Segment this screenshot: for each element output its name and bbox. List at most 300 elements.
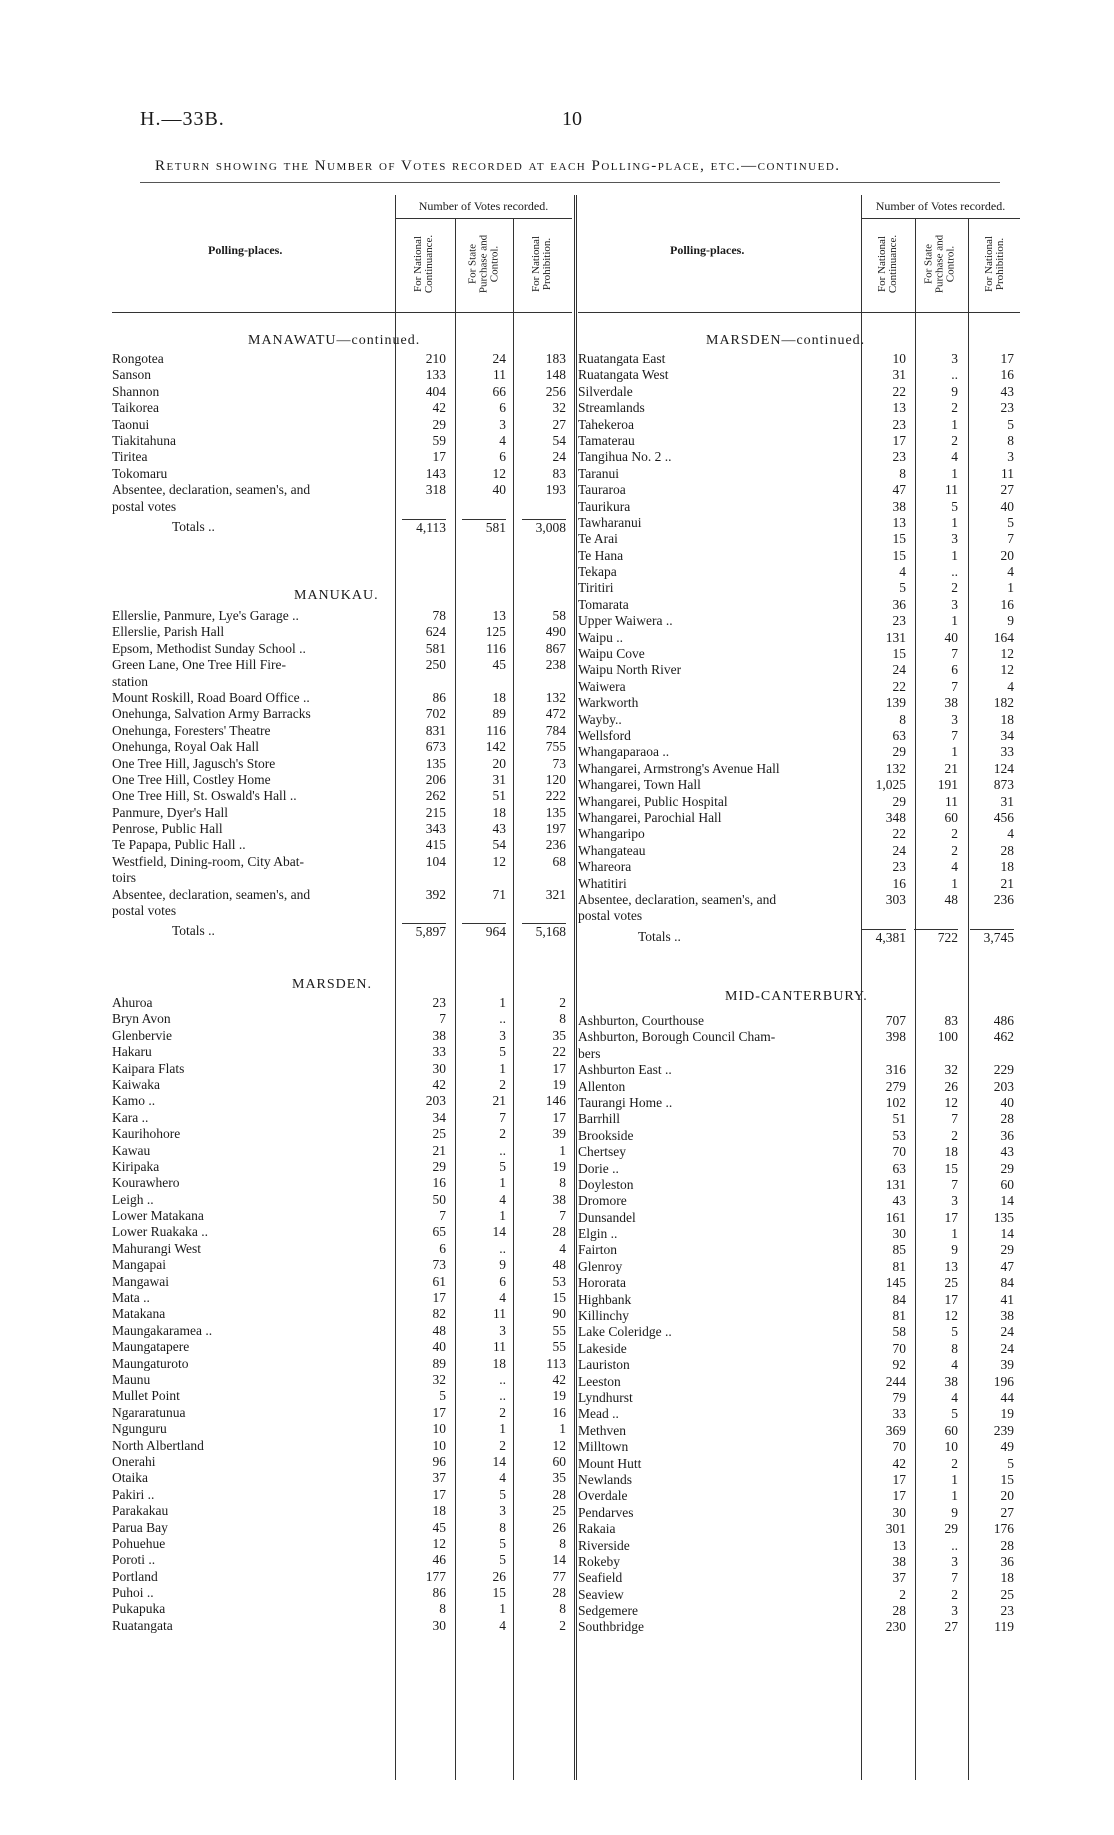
- prohibition-votes: 867: [545, 640, 566, 656]
- polling-place-name: Whareora: [578, 859, 632, 875]
- prohibition-votes: 54: [552, 432, 566, 448]
- polling-place-name: Kaipara Flats: [112, 1060, 185, 1076]
- state-purchase-votes: 1: [499, 1060, 506, 1076]
- prohibition-votes: 12: [552, 1437, 566, 1453]
- polling-place-name: Maunu: [112, 1371, 151, 1387]
- prohibition-votes: 784: [545, 722, 566, 738]
- polling-place-name: Lower Matakana: [112, 1208, 204, 1224]
- state-purchase-votes: 1: [951, 1226, 958, 1242]
- polling-place-name: Ahuroa: [112, 995, 153, 1010]
- polling-place-name: Ashburton, Borough Council Cham-: [578, 1029, 776, 1045]
- prohibition-votes: 4: [1007, 678, 1014, 694]
- continuance-votes: 40: [432, 1339, 446, 1355]
- table-row: [112, 367, 572, 383]
- polling-place-name: Dorie ..: [578, 1160, 619, 1176]
- state-purchase-votes: 66: [492, 383, 506, 399]
- prohibition-votes: 39: [1000, 1357, 1014, 1373]
- continuance-votes: 8: [439, 1601, 446, 1617]
- state-purchase-votes: 7: [951, 1111, 958, 1127]
- polling-place-name: Maungaturoto: [112, 1355, 189, 1371]
- state-purchase-votes: 40: [492, 482, 506, 498]
- polling-place-name: Matakana: [112, 1306, 166, 1322]
- totals-label: Totals ..: [172, 923, 215, 939]
- polling-place-name: Rongotea: [112, 351, 164, 366]
- table-row: [112, 805, 572, 821]
- polling-place-name: Ellerslie, Panmure, Lye's Garage ..: [112, 608, 299, 623]
- table-row: [112, 499, 572, 515]
- continuance-votes: 25: [432, 1126, 446, 1142]
- state-purchase-votes: 3: [951, 1193, 958, 1209]
- prohibition-votes: 28: [1000, 1111, 1014, 1127]
- table-row: [112, 1536, 572, 1552]
- table-row: [112, 433, 572, 449]
- totals-row: [112, 923, 572, 939]
- state-purchase-votes: 6: [951, 662, 958, 678]
- table-row: [578, 1603, 1020, 1619]
- table-row: [578, 728, 1020, 744]
- continuance-votes: 22: [892, 678, 906, 694]
- prohibition-votes: 55: [552, 1339, 566, 1355]
- table-row: [112, 1126, 572, 1142]
- state-purchase-votes: 1: [951, 1471, 958, 1487]
- prohibition-votes: 119: [994, 1619, 1014, 1635]
- polling-place-name: Mangapai: [112, 1257, 166, 1273]
- state-purchase-votes: 9: [499, 1257, 506, 1273]
- state-purchase-votes: 2: [951, 842, 958, 858]
- polling-place-name: Ngararatunua: [112, 1404, 186, 1420]
- continuance-votes: 10: [892, 351, 906, 366]
- title-rule: [140, 182, 1000, 183]
- continuance-votes: 28: [892, 1603, 906, 1619]
- polling-place-name: Tangihua No. 2 ..: [578, 449, 672, 465]
- polling-place-name: Whangarei, Parochial Hall: [578, 809, 722, 825]
- continuance-votes: 86: [432, 689, 446, 705]
- prohibition-votes: 1: [559, 1421, 566, 1437]
- prohibition-votes: 49: [1000, 1439, 1014, 1455]
- continuance-votes: 22: [892, 826, 906, 842]
- continuance-votes: 21: [432, 1142, 446, 1158]
- prohibition-votes: 12: [1000, 662, 1014, 678]
- continuance-votes: 7: [439, 1011, 446, 1027]
- polling-place-name: Parakakau: [112, 1503, 169, 1519]
- state-purchase-votes: 1: [951, 416, 958, 432]
- table-row: [112, 788, 572, 804]
- prohibition-votes: 18: [1000, 711, 1014, 727]
- prohibition-votes: 197: [545, 821, 566, 837]
- polling-place-name: Otaika: [112, 1470, 148, 1486]
- polling-place-name: Fairton: [578, 1242, 617, 1258]
- table-row: [112, 837, 572, 853]
- polling-place-name: Westfield, Dining-room, City Abat-: [112, 853, 305, 869]
- continuance-votes: 318: [425, 482, 446, 498]
- continuance-header: For National Continuance.: [412, 234, 435, 294]
- state-purchase-votes: 2: [951, 1127, 958, 1143]
- prohibition-votes: 25: [552, 1503, 566, 1519]
- table-row: [578, 449, 1020, 465]
- state-purchase-votes: 21: [944, 760, 958, 776]
- continuance-votes: 244: [885, 1373, 906, 1389]
- prohibition-votes: 27: [1000, 482, 1014, 498]
- polling-place-name: Tomarata: [578, 596, 629, 612]
- continuance-votes: 230: [885, 1619, 906, 1635]
- polling-place-name: Onehunga, Salvation Army Barracks: [112, 706, 311, 722]
- state-purchase-votes: 38: [944, 695, 958, 711]
- continuance-votes: 581: [425, 640, 446, 656]
- continuance-votes: 303: [885, 891, 906, 907]
- continuance-votes: 89: [432, 1355, 446, 1371]
- polling-place-name: Newlands: [578, 1471, 632, 1487]
- polling-place-name: Maungakaramea ..: [112, 1322, 213, 1338]
- table-row: [112, 351, 572, 367]
- continuance-votes: 8: [899, 465, 906, 481]
- polling-place-name: Te Arai: [578, 531, 618, 547]
- prohibition-votes: 28: [1000, 1537, 1014, 1553]
- prohibition-votes: 2: [559, 1617, 566, 1633]
- state-purchase-votes: 5: [499, 1044, 506, 1060]
- continuance-votes: 13: [892, 1537, 906, 1553]
- continuance-votes: 131: [885, 1176, 906, 1192]
- prohibition-votes: 490: [545, 624, 566, 640]
- prohibition-votes: 3: [1007, 449, 1014, 465]
- prohibition-votes: 1: [1007, 580, 1014, 596]
- table-row: [578, 1161, 1020, 1177]
- state-purchase-votes: 4: [951, 859, 958, 875]
- table-row: [578, 1341, 1020, 1357]
- table-row: [112, 641, 572, 657]
- continuance-votes: 51: [892, 1111, 906, 1127]
- table-row: [112, 1552, 572, 1568]
- state-purchase-votes: 12: [944, 1308, 958, 1324]
- polling-place-name: Ashburton East ..: [578, 1062, 672, 1078]
- state-purchase-votes: 1: [499, 1175, 506, 1191]
- prohibition-votes: 14: [1000, 1226, 1014, 1242]
- polling-place-name: Ruatangata: [112, 1617, 173, 1633]
- table-row: [578, 1259, 1020, 1275]
- continuance-votes: 58: [892, 1324, 906, 1340]
- state-purchase-votes: 3: [951, 596, 958, 612]
- table-row: [578, 1587, 1020, 1603]
- continuance-votes: 42: [432, 1076, 446, 1092]
- polling-place-name: Glenbervie: [112, 1027, 172, 1043]
- continuance-votes: 31: [892, 367, 906, 383]
- polling-place-name: Rakaia: [578, 1521, 616, 1537]
- prohibition-votes: 28: [552, 1224, 566, 1240]
- prohibition-votes: 36: [1000, 1553, 1014, 1569]
- table-row: [112, 1224, 572, 1240]
- table-row: [112, 903, 572, 919]
- polling-place-name: Southbridge: [578, 1619, 644, 1635]
- polling-place-name: Pohuehue: [112, 1535, 166, 1551]
- prohibition-votes: 17: [1000, 351, 1014, 366]
- table-row: [578, 466, 1020, 482]
- polling-place-name: Shannon: [112, 383, 160, 399]
- continuance-votes: 42: [432, 400, 446, 416]
- continuance-votes: 84: [892, 1291, 906, 1307]
- right-table: [578, 195, 1020, 1780]
- state-purchase-votes: 11: [493, 367, 506, 383]
- continuance-votes: 343: [425, 821, 446, 837]
- polling-place-name: Tahekeroa: [578, 416, 635, 432]
- prohibition-votes: 28: [552, 1486, 566, 1502]
- polling-place-name: Hakaru: [112, 1044, 152, 1060]
- table-row: [578, 433, 1020, 449]
- prohibition-votes: 462: [993, 1029, 1014, 1045]
- continuance-votes: 5: [439, 1388, 446, 1404]
- table-row: [578, 859, 1020, 875]
- state-purchase-votes: 5: [951, 1406, 958, 1422]
- table-row: [578, 499, 1020, 515]
- prohibition-votes: 15: [552, 1290, 566, 1306]
- continuance-votes: 63: [892, 1160, 906, 1176]
- continuance-votes: 161: [885, 1209, 906, 1225]
- polling-place-name: Bryn Avon: [112, 1011, 171, 1027]
- prohibition-votes: 486: [993, 1013, 1014, 1028]
- table-title: Return showing the Number of Votes recorded at each Polling-place, etc.—continued.: [155, 158, 841, 174]
- state-purchase-votes: 20: [492, 755, 506, 771]
- state-purchase-votes: 60: [944, 809, 958, 825]
- prohibition-votes: 31: [1000, 793, 1014, 809]
- state-purchase-votes: 14: [492, 1224, 506, 1240]
- continuance-votes: 369: [885, 1422, 906, 1438]
- state-purchase-votes: 4: [499, 432, 506, 448]
- polling-place-name: Wellsford: [578, 727, 631, 743]
- polling-place-name: Mead ..: [578, 1406, 619, 1422]
- continuance-votes: 17: [432, 1290, 446, 1306]
- state-purchase-votes: 9: [951, 1504, 958, 1520]
- table-row: [112, 449, 572, 465]
- prohibition-header: For National Prohibition.: [530, 236, 553, 292]
- prohibition-header: For National Prohibition.: [983, 236, 1006, 292]
- polling-place-name: Silverdale: [578, 383, 633, 399]
- prohibition-votes: 43: [1000, 1144, 1014, 1160]
- polling-place-name: Penrose, Public Hall: [112, 821, 223, 837]
- prohibition-votes: 14: [1000, 1193, 1014, 1209]
- continuance-votes: 23: [892, 416, 906, 432]
- state-purchase-votes: 31: [492, 771, 506, 787]
- table-row: [112, 756, 572, 772]
- prohibition-votes: 25: [1000, 1586, 1014, 1602]
- state-purchase-votes: 722: [914, 929, 958, 946]
- continuance-votes: 43: [892, 1193, 906, 1209]
- continuance-votes: 404: [425, 383, 446, 399]
- state-purchase-votes: 11: [493, 1306, 506, 1322]
- polling-place-name: Panmure, Dyer's Hall: [112, 804, 229, 820]
- state-purchase-votes: 2: [499, 1126, 506, 1142]
- table-row: [112, 1421, 572, 1437]
- state-purchase-votes: 40: [944, 629, 958, 645]
- polling-place-name: Absentee, declaration, seamen's, and: [112, 482, 311, 498]
- prohibition-votes: 19: [552, 1158, 566, 1174]
- prohibition-votes: 28: [552, 1585, 566, 1601]
- polling-place-name: Whangateau: [578, 842, 646, 858]
- state-purchase-votes: 4: [499, 1617, 506, 1633]
- state-purchase-votes: 13: [492, 608, 506, 623]
- table-row: [112, 1044, 572, 1060]
- continuance-votes: 17: [432, 1486, 446, 1502]
- table-row: [112, 1323, 572, 1339]
- continuance-votes: 29: [892, 744, 906, 760]
- table-row: [578, 662, 1020, 678]
- state-purchase-votes: ..: [499, 1388, 506, 1404]
- continuance-votes: 48: [432, 1322, 446, 1338]
- prohibition-votes: 20: [1000, 1488, 1014, 1504]
- continuance-votes: 250: [425, 657, 446, 673]
- continuance-votes: 215: [425, 804, 446, 820]
- polling-place-name: Onehunga, Royal Oak Hall: [112, 739, 259, 755]
- prohibition-votes: 12: [1000, 646, 1014, 662]
- continuance-votes: 23: [892, 613, 906, 629]
- state-purchase-votes: 4: [951, 1389, 958, 1405]
- prohibition-votes: 15: [1000, 1471, 1014, 1487]
- prohibition-votes: 18: [1000, 1570, 1014, 1586]
- polling-place-name: Mangawai: [112, 1273, 169, 1289]
- state-purchase-votes: 6: [499, 1273, 506, 1289]
- table-row: [112, 854, 572, 870]
- table-row: [578, 1292, 1020, 1308]
- table-row: [578, 1062, 1020, 1078]
- table-row: [578, 1488, 1020, 1504]
- polling-place-name: Tiritea: [112, 449, 148, 465]
- continuance-votes: 4: [899, 564, 906, 580]
- prohibition-votes: 135: [545, 804, 566, 820]
- polling-place-name: Te Hana: [578, 547, 624, 563]
- prohibition-votes: 26: [552, 1519, 566, 1535]
- continuance-votes: 132: [885, 760, 906, 776]
- continuance-votes: 5: [899, 580, 906, 596]
- polling-place-name: Epsom, Methodist Sunday School ..: [112, 640, 306, 656]
- prohibition-votes: 196: [993, 1373, 1014, 1389]
- table-row: [578, 1111, 1020, 1127]
- state-purchase-header: For State Purchase and Control.: [922, 234, 957, 294]
- continuance-votes: 85: [892, 1242, 906, 1258]
- polling-place-name: Lake Coleridge ..: [578, 1324, 672, 1340]
- continuance-votes: 23: [432, 995, 446, 1010]
- table-row: [112, 1569, 572, 1585]
- continuance-votes: 10: [432, 1437, 446, 1453]
- state-purchase-votes: 48: [944, 891, 958, 907]
- polling-place-name: Portland: [112, 1568, 158, 1584]
- prohibition-votes: 44: [1000, 1389, 1014, 1405]
- prohibition-votes: 60: [1000, 1176, 1014, 1192]
- table-row: [578, 1013, 1020, 1029]
- state-purchase-votes: 5: [951, 498, 958, 514]
- continuance-votes: 131: [885, 629, 906, 645]
- table-row: [578, 580, 1020, 596]
- polling-place-name: One Tree Hill, Costley Home: [112, 771, 271, 787]
- prohibition-votes: 41: [1000, 1291, 1014, 1307]
- polling-place-name: Waipu North River: [578, 662, 682, 678]
- state-purchase-votes: 2: [499, 1076, 506, 1092]
- polling-place-name: Methven: [578, 1422, 626, 1438]
- continuance-votes: 37: [892, 1570, 906, 1586]
- table-row: [578, 1177, 1020, 1193]
- table-row: [578, 876, 1020, 892]
- polling-place-name: Whatitiri: [578, 875, 627, 891]
- prohibition-votes: 472: [545, 706, 566, 722]
- continuance-votes: 415: [425, 837, 446, 853]
- table-row: [578, 695, 1020, 711]
- polling-place-name: Ashburton, Courthouse: [578, 1013, 704, 1028]
- table-row: [112, 1503, 572, 1519]
- state-purchase-votes: 4: [951, 449, 958, 465]
- continuance-votes: 348: [885, 809, 906, 825]
- polling-place-name: Whangaripo: [578, 826, 645, 842]
- table-row: [112, 1618, 572, 1634]
- state-purchase-votes: ..: [951, 564, 958, 580]
- prohibition-votes: 3,745: [970, 929, 1014, 946]
- continuance-votes: 17: [432, 1404, 446, 1420]
- table-row: [578, 1390, 1020, 1406]
- state-purchase-votes: 2: [951, 826, 958, 842]
- prohibition-votes: 24: [552, 449, 566, 465]
- continuance-votes: 139: [885, 695, 906, 711]
- state-purchase-votes: 18: [944, 1144, 958, 1160]
- continuance-header: For National Continuance.: [876, 234, 899, 294]
- polling-place-name: Leeston: [578, 1373, 621, 1389]
- state-purchase-votes: 51: [492, 788, 506, 804]
- continuance-votes: 262: [425, 788, 446, 804]
- continuance-votes: 177: [425, 1568, 446, 1584]
- polling-place-name: Overdale: [578, 1488, 628, 1504]
- table-row: [578, 597, 1020, 613]
- table-row: [112, 1339, 572, 1355]
- prohibition-votes: 135: [993, 1209, 1014, 1225]
- continuance-votes: 65: [432, 1224, 446, 1240]
- table-row: [578, 1521, 1020, 1537]
- state-purchase-votes: 12: [492, 853, 506, 869]
- prohibition-votes: 120: [545, 771, 566, 787]
- state-purchase-votes: 24: [492, 351, 506, 366]
- table-row: [112, 1454, 572, 1470]
- section-title-marsden-continued: MARSDEN—continued.: [706, 333, 866, 348]
- continuance-votes: 206: [425, 771, 446, 787]
- table-row: [578, 630, 1020, 646]
- prohibition-votes: 23: [1000, 400, 1014, 416]
- prohibition-votes: 8: [559, 1175, 566, 1191]
- table-row: [112, 723, 572, 739]
- state-purchase-votes: 964: [462, 923, 506, 940]
- state-purchase-votes: 38: [944, 1373, 958, 1389]
- continuance-votes: 50: [432, 1191, 446, 1207]
- state-purchase-votes: 7: [951, 678, 958, 694]
- continuance-votes: 78: [432, 608, 446, 623]
- prohibition-votes: 8: [1007, 432, 1014, 448]
- table-row: [112, 608, 572, 624]
- table-row: [112, 1470, 572, 1486]
- polling-place-name: Mount Roskill, Road Board Office ..: [112, 689, 310, 705]
- prohibition-votes: 24: [1000, 1324, 1014, 1340]
- state-purchase-votes: 12: [944, 1094, 958, 1110]
- polling-place-name: Chertsey: [578, 1144, 626, 1160]
- prohibition-votes: 39: [552, 1126, 566, 1142]
- state-purchase-votes: 1: [951, 547, 958, 563]
- continuance-votes: 33: [432, 1044, 446, 1060]
- continuance-votes: 12: [432, 1535, 446, 1551]
- polling-place-name: Waipu Cove: [578, 646, 645, 662]
- table-row: [112, 870, 572, 886]
- continuance-votes: 15: [892, 531, 906, 547]
- state-purchase-votes: 7: [951, 727, 958, 743]
- polling-place-name: Onehunga, Foresters' Theatre: [112, 722, 271, 738]
- polling-place-name: Pukapuka: [112, 1601, 166, 1617]
- state-purchase-votes: 3: [499, 1027, 506, 1043]
- prohibition-votes: 176: [993, 1521, 1014, 1537]
- state-purchase-votes: 15: [492, 1585, 506, 1601]
- polling-place-name: Allenton: [578, 1078, 626, 1094]
- prohibition-votes: 73: [552, 755, 566, 771]
- state-purchase-votes: 3: [951, 1553, 958, 1569]
- continuance-votes: 79: [892, 1389, 906, 1405]
